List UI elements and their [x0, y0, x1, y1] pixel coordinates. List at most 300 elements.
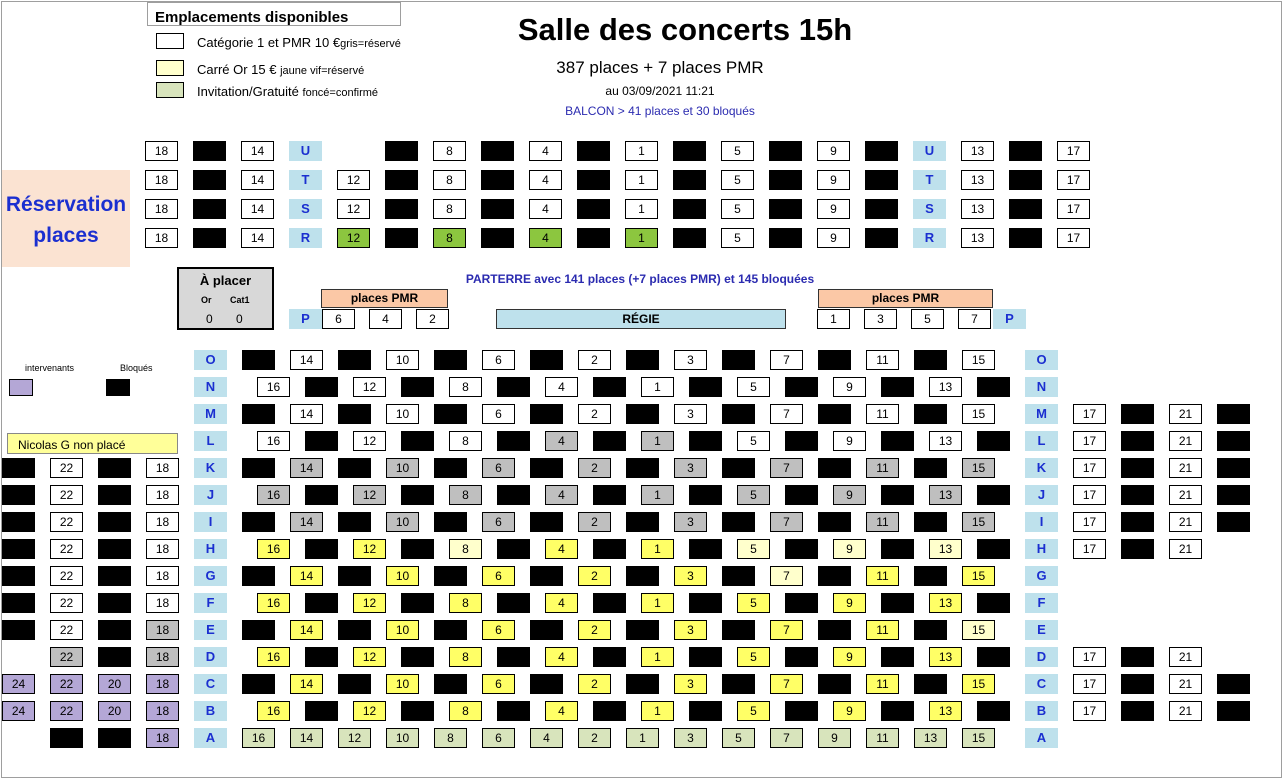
seat-m-blocked[interactable]: [434, 404, 467, 424]
seat-b-4[interactable]: 4: [545, 701, 578, 721]
seat-i-7[interactable]: 7: [770, 512, 803, 532]
seat-e-blocked[interactable]: [722, 620, 755, 640]
seat-a-left-blocked[interactable]: [50, 728, 83, 748]
seat-c-blocked[interactable]: [818, 674, 851, 694]
seat-a-8[interactable]: 8: [434, 728, 467, 748]
seat-n-blocked[interactable]: [305, 377, 338, 397]
seat-g-left-blocked[interactable]: [2, 566, 35, 586]
seat-i-15[interactable]: 15: [962, 512, 995, 532]
seat-h-13[interactable]: 13: [929, 539, 962, 559]
seat-a-1[interactable]: 1: [626, 728, 659, 748]
seat-j-blocked[interactable]: [977, 485, 1010, 505]
seat-b-blocked[interactable]: [593, 701, 626, 721]
reservation-button[interactable]: [2, 170, 130, 267]
seat-g-blocked[interactable]: [434, 566, 467, 586]
seat-a-5[interactable]: 5: [722, 728, 755, 748]
seat-d-blocked[interactable]: [401, 647, 434, 667]
seat-r-4[interactable]: 4: [529, 228, 562, 248]
seat-n-9[interactable]: 9: [833, 377, 866, 397]
seat-j-left-18[interactable]: 18: [146, 485, 179, 505]
seat-i-6[interactable]: 6: [482, 512, 515, 532]
seat-g-left-blocked[interactable]: [98, 566, 131, 586]
seat-i-side-17[interactable]: 17: [1073, 512, 1106, 532]
seat-s-14[interactable]: 14: [241, 199, 274, 219]
seat-j-side-21[interactable]: 21: [1169, 485, 1202, 505]
seat-g-blocked[interactable]: [530, 566, 563, 586]
seat-b-12[interactable]: 12: [353, 701, 386, 721]
seat-p-3[interactable]: 3: [864, 309, 897, 329]
seat-u-blocked[interactable]: [865, 141, 898, 161]
seat-l-blocked[interactable]: [305, 431, 338, 451]
seat-t-13[interactable]: 13: [961, 170, 994, 190]
seat-l-8[interactable]: 8: [449, 431, 482, 451]
seat-h-9[interactable]: 9: [833, 539, 866, 559]
seat-c-2[interactable]: 2: [578, 674, 611, 694]
seat-j-16[interactable]: 16: [257, 485, 290, 505]
seat-f-9[interactable]: 9: [833, 593, 866, 613]
seat-j-blocked[interactable]: [401, 485, 434, 505]
seat-c-10[interactable]: 10: [386, 674, 419, 694]
seat-g-blocked[interactable]: [722, 566, 755, 586]
seat-h-16[interactable]: 16: [257, 539, 290, 559]
seat-i-14[interactable]: 14: [290, 512, 323, 532]
seat-c-blocked[interactable]: [914, 674, 947, 694]
seat-o-3[interactable]: 3: [674, 350, 707, 370]
seat-n-blocked[interactable]: [401, 377, 434, 397]
seat-n-1[interactable]: 1: [641, 377, 674, 397]
seat-m-blocked[interactable]: [338, 404, 371, 424]
seat-b-side-17[interactable]: 17: [1073, 701, 1106, 721]
seat-h-left-blocked[interactable]: [98, 539, 131, 559]
seat-b-side-blocked[interactable]: [1217, 701, 1250, 721]
seat-a-12[interactable]: 12: [338, 728, 371, 748]
seat-s-blocked[interactable]: [385, 199, 418, 219]
seat-e-blocked[interactable]: [818, 620, 851, 640]
seat-u-1[interactable]: 1: [625, 141, 658, 161]
seat-e-left-blocked[interactable]: [2, 620, 35, 640]
seat-d-side-17[interactable]: 17: [1073, 647, 1106, 667]
seat-r-5[interactable]: 5: [721, 228, 754, 248]
seat-d-blocked[interactable]: [881, 647, 914, 667]
seat-m-blocked[interactable]: [242, 404, 275, 424]
seat-j-5[interactable]: 5: [737, 485, 770, 505]
seat-g-7[interactable]: 7: [770, 566, 803, 586]
seat-f-blocked[interactable]: [401, 593, 434, 613]
seat-s-4[interactable]: 4: [529, 199, 562, 219]
seat-c-left-18[interactable]: 18: [146, 674, 179, 694]
seat-o-14[interactable]: 14: [290, 350, 323, 370]
seat-p-6[interactable]: 6: [322, 309, 355, 329]
seat-o-2[interactable]: 2: [578, 350, 611, 370]
seat-b-blocked[interactable]: [977, 701, 1010, 721]
seat-i-blocked[interactable]: [434, 512, 467, 532]
seat-u-14[interactable]: 14: [241, 141, 274, 161]
seat-s-blocked[interactable]: [673, 199, 706, 219]
seat-k-3[interactable]: 3: [674, 458, 707, 478]
seat-c-6[interactable]: 6: [482, 674, 515, 694]
seat-r-12[interactable]: 12: [337, 228, 370, 248]
seat-o-blocked[interactable]: [722, 350, 755, 370]
seat-o-10[interactable]: 10: [386, 350, 419, 370]
seat-s-17[interactable]: 17: [1057, 199, 1090, 219]
seat-n-12[interactable]: 12: [353, 377, 386, 397]
seat-l-blocked[interactable]: [785, 431, 818, 451]
seat-h-left-blocked[interactable]: [2, 539, 35, 559]
seat-m-14[interactable]: 14: [290, 404, 323, 424]
seat-f-blocked[interactable]: [881, 593, 914, 613]
seat-b-left-22[interactable]: 22: [50, 701, 83, 721]
seat-f-13[interactable]: 13: [929, 593, 962, 613]
seat-f-blocked[interactable]: [497, 593, 530, 613]
seat-i-10[interactable]: 10: [386, 512, 419, 532]
seat-u-blocked[interactable]: [385, 141, 418, 161]
seat-b-left-20[interactable]: 20: [98, 701, 131, 721]
seat-c-blocked[interactable]: [434, 674, 467, 694]
seat-b-side-blocked[interactable]: [1121, 701, 1154, 721]
seat-r-blocked[interactable]: [673, 228, 706, 248]
seat-u-9[interactable]: 9: [817, 141, 850, 161]
seat-c-15[interactable]: 15: [962, 674, 995, 694]
seat-o-blocked[interactable]: [338, 350, 371, 370]
seat-n-blocked[interactable]: [881, 377, 914, 397]
seat-i-blocked[interactable]: [914, 512, 947, 532]
seat-t-14[interactable]: 14: [241, 170, 274, 190]
seat-h-side-17[interactable]: 17: [1073, 539, 1106, 559]
seat-k-blocked[interactable]: [626, 458, 659, 478]
seat-s-12[interactable]: 12: [337, 199, 370, 219]
seat-s-blocked[interactable]: [481, 199, 514, 219]
seat-j-9[interactable]: 9: [833, 485, 866, 505]
seat-b-blocked[interactable]: [785, 701, 818, 721]
seat-r-blocked[interactable]: [865, 228, 898, 248]
seat-m-side-blocked[interactable]: [1217, 404, 1250, 424]
seat-k-blocked[interactable]: [530, 458, 563, 478]
seat-a-4[interactable]: 4: [530, 728, 563, 748]
seat-n-13[interactable]: 13: [929, 377, 962, 397]
seat-r-blocked[interactable]: [769, 228, 802, 248]
seat-n-blocked[interactable]: [593, 377, 626, 397]
seat-c-3[interactable]: 3: [674, 674, 707, 694]
seat-c-blocked[interactable]: [338, 674, 371, 694]
seat-u-8[interactable]: 8: [433, 141, 466, 161]
seat-d-1[interactable]: 1: [641, 647, 674, 667]
seat-a-2[interactable]: 2: [578, 728, 611, 748]
seat-r-blocked[interactable]: [577, 228, 610, 248]
seat-t-blocked[interactable]: [193, 170, 226, 190]
seat-b-blocked[interactable]: [881, 701, 914, 721]
seat-h-blocked[interactable]: [977, 539, 1010, 559]
seat-l-side-21[interactable]: 21: [1169, 431, 1202, 451]
seat-k-6[interactable]: 6: [482, 458, 515, 478]
seat-u-blocked[interactable]: [673, 141, 706, 161]
seat-a-13[interactable]: 13: [914, 728, 947, 748]
seat-d-blocked[interactable]: [977, 647, 1010, 667]
seat-f-blocked[interactable]: [593, 593, 626, 613]
seat-u-blocked[interactable]: [769, 141, 802, 161]
seat-g-left-18[interactable]: 18: [146, 566, 179, 586]
seat-g-11[interactable]: 11: [866, 566, 899, 586]
seat-d-left-22[interactable]: 22: [50, 647, 83, 667]
seat-c-blocked[interactable]: [242, 674, 275, 694]
seat-e-3[interactable]: 3: [674, 620, 707, 640]
seat-h-blocked[interactable]: [305, 539, 338, 559]
seat-t-blocked[interactable]: [865, 170, 898, 190]
seat-c-7[interactable]: 7: [770, 674, 803, 694]
seat-l-1[interactable]: 1: [641, 431, 674, 451]
seat-i-11[interactable]: 11: [866, 512, 899, 532]
seat-k-side-21[interactable]: 21: [1169, 458, 1202, 478]
seat-f-5[interactable]: 5: [737, 593, 770, 613]
seat-m-blocked[interactable]: [914, 404, 947, 424]
seat-i-blocked[interactable]: [242, 512, 275, 532]
seat-h-left-18[interactable]: 18: [146, 539, 179, 559]
seat-d-left-18[interactable]: 18: [146, 647, 179, 667]
seat-j-side-blocked[interactable]: [1217, 485, 1250, 505]
seat-l-side-17[interactable]: 17: [1073, 431, 1106, 451]
seat-l-blocked[interactable]: [881, 431, 914, 451]
seat-a-10[interactable]: 10: [386, 728, 419, 748]
seat-g-3[interactable]: 3: [674, 566, 707, 586]
seat-n-8[interactable]: 8: [449, 377, 482, 397]
seat-a-11[interactable]: 11: [866, 728, 899, 748]
seat-i-blocked[interactable]: [818, 512, 851, 532]
seat-t-blocked[interactable]: [385, 170, 418, 190]
seat-e-left-22[interactable]: 22: [50, 620, 83, 640]
seat-t-blocked[interactable]: [1009, 170, 1042, 190]
seat-o-blocked[interactable]: [530, 350, 563, 370]
seat-i-side-21[interactable]: 21: [1169, 512, 1202, 532]
seat-c-side-blocked[interactable]: [1217, 674, 1250, 694]
seat-p-5[interactable]: 5: [911, 309, 944, 329]
seat-h-4[interactable]: 4: [545, 539, 578, 559]
seat-u-13[interactable]: 13: [961, 141, 994, 161]
seat-c-side-21[interactable]: 21: [1169, 674, 1202, 694]
seat-s-blocked[interactable]: [577, 199, 610, 219]
seat-u-4[interactable]: 4: [529, 141, 562, 161]
seat-k-blocked[interactable]: [722, 458, 755, 478]
seat-l-side-blocked[interactable]: [1217, 431, 1250, 451]
seat-k-blocked[interactable]: [338, 458, 371, 478]
seat-j-12[interactable]: 12: [353, 485, 386, 505]
seat-r-8[interactable]: 8: [433, 228, 466, 248]
seat-e-10[interactable]: 10: [386, 620, 419, 640]
seat-m-side-17[interactable]: 17: [1073, 404, 1106, 424]
seat-h-blocked[interactable]: [689, 539, 722, 559]
seat-b-left-24[interactable]: 24: [2, 701, 35, 721]
seat-f-blocked[interactable]: [305, 593, 338, 613]
seat-a-15[interactable]: 15: [962, 728, 995, 748]
seat-r-1[interactable]: 1: [625, 228, 658, 248]
seat-r-13[interactable]: 13: [961, 228, 994, 248]
seat-b-left-18[interactable]: 18: [146, 701, 179, 721]
seat-l-blocked[interactable]: [977, 431, 1010, 451]
seat-t-4[interactable]: 4: [529, 170, 562, 190]
seat-d-8[interactable]: 8: [449, 647, 482, 667]
seat-m-blocked[interactable]: [530, 404, 563, 424]
seat-g-blocked[interactable]: [626, 566, 659, 586]
seat-u-18[interactable]: 18: [145, 141, 178, 161]
seat-e-blocked[interactable]: [626, 620, 659, 640]
seat-g-14[interactable]: 14: [290, 566, 323, 586]
seat-o-15[interactable]: 15: [962, 350, 995, 370]
seat-c-left-22[interactable]: 22: [50, 674, 83, 694]
seat-k-15[interactable]: 15: [962, 458, 995, 478]
seat-k-2[interactable]: 2: [578, 458, 611, 478]
seat-r-17[interactable]: 17: [1057, 228, 1090, 248]
seat-j-blocked[interactable]: [881, 485, 914, 505]
seat-b-blocked[interactable]: [689, 701, 722, 721]
seat-k-10[interactable]: 10: [386, 458, 419, 478]
seat-o-blocked[interactable]: [914, 350, 947, 370]
seat-o-blocked[interactable]: [818, 350, 851, 370]
seat-j-left-blocked[interactable]: [2, 485, 35, 505]
seat-p-7[interactable]: 7: [958, 309, 991, 329]
seat-d-5[interactable]: 5: [737, 647, 770, 667]
seat-c-blocked[interactable]: [626, 674, 659, 694]
seat-i-blocked[interactable]: [530, 512, 563, 532]
seat-m-7[interactable]: 7: [770, 404, 803, 424]
seat-d-4[interactable]: 4: [545, 647, 578, 667]
seat-e-11[interactable]: 11: [866, 620, 899, 640]
seat-c-side-17[interactable]: 17: [1073, 674, 1106, 694]
seat-i-blocked[interactable]: [338, 512, 371, 532]
seat-o-blocked[interactable]: [434, 350, 467, 370]
seat-b-8[interactable]: 8: [449, 701, 482, 721]
seat-i-side-blocked[interactable]: [1217, 512, 1250, 532]
seat-l-13[interactable]: 13: [929, 431, 962, 451]
seat-i-2[interactable]: 2: [578, 512, 611, 532]
seat-h-12[interactable]: 12: [353, 539, 386, 559]
seat-n-blocked[interactable]: [977, 377, 1010, 397]
seat-f-left-blocked[interactable]: [98, 593, 131, 613]
seat-e-7[interactable]: 7: [770, 620, 803, 640]
seat-e-blocked[interactable]: [338, 620, 371, 640]
seat-n-blocked[interactable]: [689, 377, 722, 397]
seat-l-blocked[interactable]: [689, 431, 722, 451]
seat-j-blocked[interactable]: [689, 485, 722, 505]
seat-j-side-17[interactable]: 17: [1073, 485, 1106, 505]
seat-o-blocked[interactable]: [626, 350, 659, 370]
seat-b-13[interactable]: 13: [929, 701, 962, 721]
seat-g-2[interactable]: 2: [578, 566, 611, 586]
seat-t-blocked[interactable]: [769, 170, 802, 190]
seat-a-16[interactable]: 16: [242, 728, 275, 748]
seat-g-blocked[interactable]: [914, 566, 947, 586]
seat-k-left-blocked[interactable]: [2, 458, 35, 478]
seat-n-16[interactable]: 16: [257, 377, 290, 397]
seat-j-1[interactable]: 1: [641, 485, 674, 505]
seat-h-blocked[interactable]: [401, 539, 434, 559]
seat-k-11[interactable]: 11: [866, 458, 899, 478]
seat-t-8[interactable]: 8: [433, 170, 466, 190]
seat-r-blocked[interactable]: [481, 228, 514, 248]
seat-d-left-blocked[interactable]: [98, 647, 131, 667]
seat-a-14[interactable]: 14: [290, 728, 323, 748]
seat-m-side-21[interactable]: 21: [1169, 404, 1202, 424]
seat-g-blocked[interactable]: [338, 566, 371, 586]
seat-j-left-22[interactable]: 22: [50, 485, 83, 505]
seat-d-13[interactable]: 13: [929, 647, 962, 667]
seat-f-blocked[interactable]: [689, 593, 722, 613]
seat-a-7[interactable]: 7: [770, 728, 803, 748]
seat-h-1[interactable]: 1: [641, 539, 674, 559]
seat-r-9[interactable]: 9: [817, 228, 850, 248]
seat-a-left-18[interactable]: 18: [146, 728, 179, 748]
seat-a-6[interactable]: 6: [482, 728, 515, 748]
seat-j-blocked[interactable]: [593, 485, 626, 505]
seat-f-8[interactable]: 8: [449, 593, 482, 613]
seat-s-9[interactable]: 9: [817, 199, 850, 219]
seat-j-side-blocked[interactable]: [1121, 485, 1154, 505]
seat-b-side-21[interactable]: 21: [1169, 701, 1202, 721]
seat-a-3[interactable]: 3: [674, 728, 707, 748]
seat-b-blocked[interactable]: [401, 701, 434, 721]
seat-j-8[interactable]: 8: [449, 485, 482, 505]
seat-d-9[interactable]: 9: [833, 647, 866, 667]
seat-c-left-24[interactable]: 24: [2, 674, 35, 694]
seat-s-1[interactable]: 1: [625, 199, 658, 219]
seat-f-blocked[interactable]: [785, 593, 818, 613]
seat-k-blocked[interactable]: [914, 458, 947, 478]
seat-t-5[interactable]: 5: [721, 170, 754, 190]
seat-k-side-blocked[interactable]: [1121, 458, 1154, 478]
seat-e-blocked[interactable]: [914, 620, 947, 640]
seat-e-2[interactable]: 2: [578, 620, 611, 640]
seat-t-17[interactable]: 17: [1057, 170, 1090, 190]
seat-s-13[interactable]: 13: [961, 199, 994, 219]
seat-s-8[interactable]: 8: [433, 199, 466, 219]
seat-i-blocked[interactable]: [722, 512, 755, 532]
seat-r-blocked[interactable]: [193, 228, 226, 248]
seat-e-left-18[interactable]: 18: [146, 620, 179, 640]
seat-a-left-blocked[interactable]: [98, 728, 131, 748]
seat-s-blocked[interactable]: [865, 199, 898, 219]
seat-l-blocked[interactable]: [401, 431, 434, 451]
seat-k-side-blocked[interactable]: [1217, 458, 1250, 478]
seat-h-side-blocked[interactable]: [1121, 539, 1154, 559]
seat-d-blocked[interactable]: [305, 647, 338, 667]
seat-r-18[interactable]: 18: [145, 228, 178, 248]
seat-u-17[interactable]: 17: [1057, 141, 1090, 161]
seat-r-14[interactable]: 14: [241, 228, 274, 248]
seat-m-blocked[interactable]: [722, 404, 755, 424]
seat-n-5[interactable]: 5: [737, 377, 770, 397]
seat-g-blocked[interactable]: [818, 566, 851, 586]
seat-u-5[interactable]: 5: [721, 141, 754, 161]
seat-p-4[interactable]: 4: [369, 309, 402, 329]
seat-j-blocked[interactable]: [785, 485, 818, 505]
seat-l-16[interactable]: 16: [257, 431, 290, 451]
seat-b-1[interactable]: 1: [641, 701, 674, 721]
seat-u-blocked[interactable]: [193, 141, 226, 161]
seat-c-side-blocked[interactable]: [1121, 674, 1154, 694]
seat-e-15[interactable]: 15: [962, 620, 995, 640]
seat-k-left-blocked[interactable]: [98, 458, 131, 478]
seat-i-3[interactable]: 3: [674, 512, 707, 532]
seat-m-10[interactable]: 10: [386, 404, 419, 424]
seat-e-blocked[interactable]: [434, 620, 467, 640]
seat-b-5[interactable]: 5: [737, 701, 770, 721]
seat-e-blocked[interactable]: [530, 620, 563, 640]
seat-c-blocked[interactable]: [530, 674, 563, 694]
seat-j-13[interactable]: 13: [929, 485, 962, 505]
seat-m-3[interactable]: 3: [674, 404, 707, 424]
seat-c-left-20[interactable]: 20: [98, 674, 131, 694]
seat-j-blocked[interactable]: [497, 485, 530, 505]
seat-a-9[interactable]: 9: [818, 728, 851, 748]
seat-l-5[interactable]: 5: [737, 431, 770, 451]
seat-d-blocked[interactable]: [593, 647, 626, 667]
